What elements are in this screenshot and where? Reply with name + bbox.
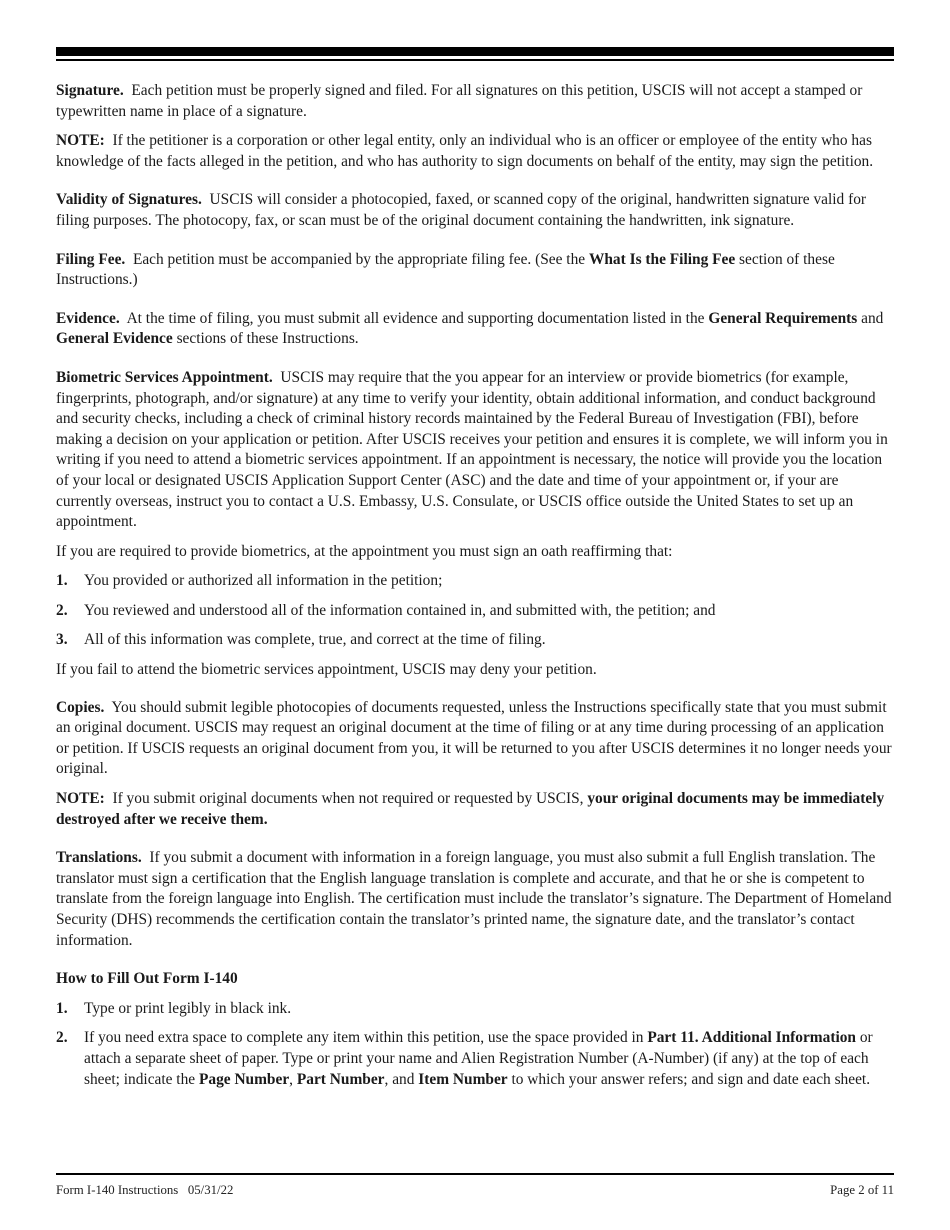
translations-text: If you submit a document with information in a foreign language, you must also submit a full English translation. The translator must sign a certification that the English language translation is complete and accurate, and that he or she is competent to translate from the foreign language into English. The certification must include the translator’s signature. The Department of Homeland Security (DHS) recommends the certification contain the translator’s printed name, the signature date, and the translator’s contact information. <box>56 849 892 949</box>
page-footer <box>56 1182 894 1198</box>
evidence-paragraph <box>56 309 896 350</box>
filing-fee-text-b: section of these Instructions.) <box>56 250 835 289</box>
header-thin-rule <box>56 59 894 61</box>
oath-intro: If you are required to provide biometrics, at the appointment you must sign an oath reaffirming that: <box>56 542 673 560</box>
note-lead: NOTE: <box>56 132 105 150</box>
list-number: 1. <box>56 999 68 1017</box>
copies-text: You should submit legible photocopies of documents requested, unless the Instructions specifically state that you must submit an original document. USCIS may request an original document at the time of filing or at any time during processing of an application or petition. If USCIS requests an original document from you, it will be returned to you after USCIS determines it no longer needs your original. <box>56 698 892 778</box>
item2-text-b: or attach a separate sheet of paper. Type or print your name and Alien Registration Number (A-Number) (if any) at the top of each sheet; indicate the <box>84 1029 873 1088</box>
list-text: You reviewed and understood all of the information contained in, and submitted with, the petition; and <box>84 601 716 619</box>
item2-comma: , <box>289 1070 294 1088</box>
header-thick-rule <box>56 47 894 56</box>
note-originals-paragraph <box>56 789 896 830</box>
list-item <box>56 999 896 1020</box>
list-text: Type or print legibly in black ink. <box>84 999 292 1017</box>
item2-text-d: to which your answer refers; and sign and date each sheet. <box>511 1070 871 1088</box>
how-to-list <box>56 999 896 1090</box>
item2-bold-c: Part Number <box>296 1070 385 1088</box>
footer-rule <box>56 1173 894 1175</box>
oath-list <box>56 571 896 651</box>
list-item <box>56 571 896 592</box>
signature-lead: Signature. <box>56 82 124 99</box>
evidence-bold-b: General Evidence <box>56 330 173 348</box>
validity-paragraph <box>56 190 896 231</box>
validity-lead: Validity of Signatures. <box>56 191 202 209</box>
biometric-lead: Biometric Services Appointment. <box>56 368 273 386</box>
item2-text-c: , and <box>384 1070 415 1088</box>
instructions-body <box>56 81 896 1090</box>
list-text: All of this information was complete, true, and correct at the time of filing. <box>84 631 546 649</box>
list-item <box>56 1028 896 1090</box>
validity-text: USCIS will consider a photocopied, faxed, or scanned copy of the original, handwritten signature valid for filing purposes. The photocopy, fax, or scan must be of the original document containing the handwritten, ink signature. <box>56 191 867 229</box>
list-number: 3. <box>56 631 68 649</box>
signature-paragraph <box>56 81 896 122</box>
list-text: You provided or authorized all information in the petition; <box>84 572 443 590</box>
biometric-text: USCIS may require that the you appear for an interview or provide biometrics (for example, fingerprints, photograph, and/or signature) at any time to verify your identity, obtain additional information, and conduct background and security checks, including a check of criminal history records maintained by the Federal Bureau of Investigation (FBI), before making a decision on your application or petition. After USCIS receives your petition and ensures it is complete, we will inform you in writing if you need to attend a biometric services appointment. If an appointment is necessary, the notice will provide you the location of your local or designated USCIS Application Support Center (ASC) and the date and time of your appointment or, if your are currently overseas, instruct you to contact a U.S. Embassy, U.S. Consulate, or USCIS office outside the United States to set up an appointment. <box>56 368 888 531</box>
translations-paragraph <box>56 848 896 951</box>
evidence-bold-a: General Requirements <box>708 309 858 327</box>
item2-bold-b: Page Number <box>198 1070 290 1088</box>
signature-text: Each petition must be properly signed and filed. For all signatures on this petition, USCIS will not accept a stamped or typewritten name in place of a signature. <box>56 82 863 120</box>
translations-lead: Translations. <box>56 849 142 867</box>
biometric-paragraph <box>56 368 896 533</box>
list-number: 1. <box>56 572 68 590</box>
filing-fee-paragraph <box>56 250 896 291</box>
evidence-lead: Evidence. <box>56 309 120 327</box>
note2-text: If you submit original documents when not required or requested by USCIS, <box>112 790 584 808</box>
filing-fee-lead: Filing Fee. <box>56 250 126 268</box>
fail-paragraph: If you fail to attend the biometric services appointment, USCIS may deny your petition. <box>56 661 597 679</box>
note-signature-paragraph <box>56 131 896 172</box>
form-edition: Form I-140 Instructions 05/31/22 <box>56 1183 234 1197</box>
item2-bold-a: Part 11. Additional Information <box>647 1029 856 1047</box>
note2-bold: your original documents may be immediately destroyed after we receive them. <box>56 790 885 828</box>
list-item <box>56 630 896 651</box>
page-number: Page 2 of 11 <box>830 1183 894 1197</box>
note2-lead: NOTE: <box>56 790 105 808</box>
evidence-text-b: and <box>861 309 884 327</box>
evidence-text-a: At the time of filing, you must submit all evidence and supporting documentation listed in the <box>126 309 705 327</box>
copies-paragraph <box>56 698 896 780</box>
how-to-heading: How to Fill Out Form I-140 <box>56 970 238 988</box>
item2-text-a: If you need extra space to complete any item within this petition, use the space provided in <box>84 1029 644 1047</box>
item2-bold-d: Item Number <box>418 1070 508 1088</box>
evidence-text-c: sections of these Instructions. <box>176 330 359 348</box>
list-number: 2. <box>56 1029 68 1047</box>
filing-fee-bold: What Is the Filing Fee <box>588 250 736 268</box>
filing-fee-text-a: Each petition must be accompanied by the appropriate filing fee. (See the <box>132 250 586 268</box>
list-number: 2. <box>56 601 68 619</box>
list-text <box>84 1028 896 1090</box>
list-item <box>56 601 896 622</box>
copies-lead: Copies. <box>56 698 105 716</box>
note-text: If the petitioner is a corporation or other legal entity, only an individual who is an officer or employee of the entity who has knowledge of the facts alleged in the petition, and who has authority to sign documents on behalf of the entity, may sign the petition. <box>56 132 874 170</box>
